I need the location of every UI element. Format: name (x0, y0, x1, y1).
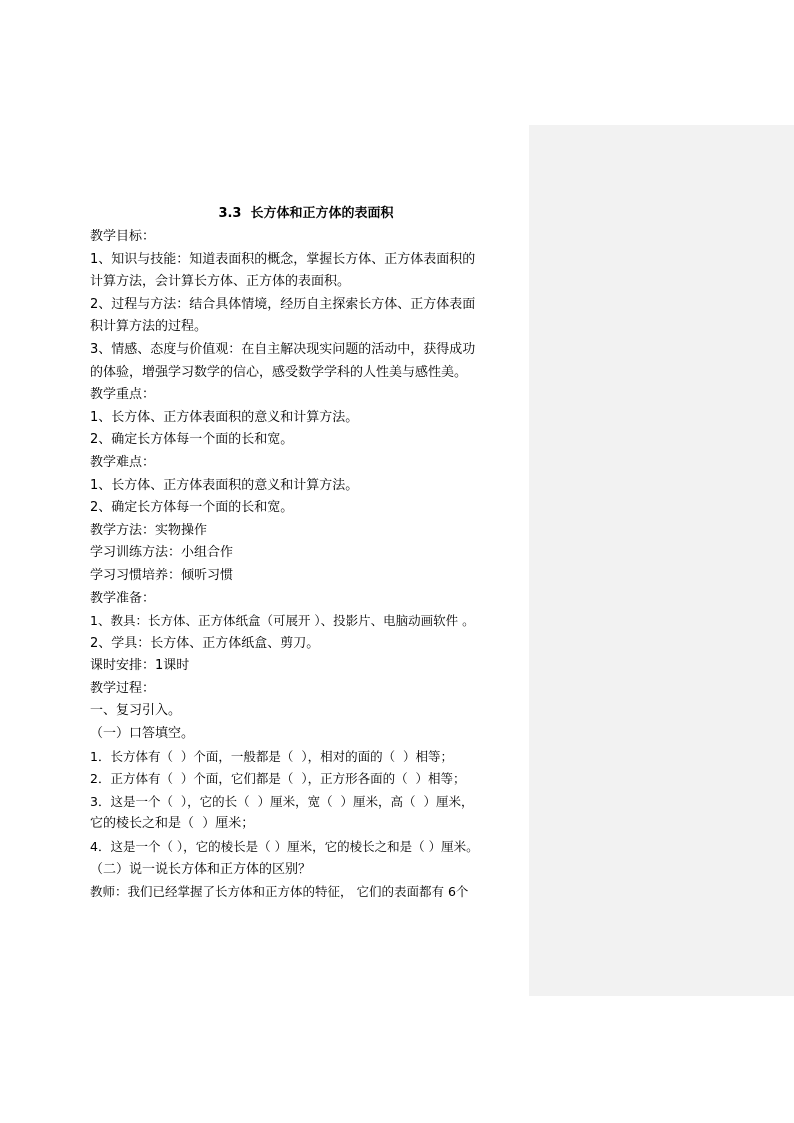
text-line: （一）口答填空。 (90, 726, 195, 742)
text-line: 教师：我们已经掌握了长方体和正方体的特征， 它们的表面都有 6个 (90, 884, 469, 900)
text-line: 4．这是一个（ ），它的棱长是（ ）厘米，它的棱长之和是（ ）厘米。 (90, 839, 479, 855)
text-line: 1、长方体、正方体表面积的意义和计算方法。 (90, 409, 359, 425)
text-line: 积计算方法的过程。 (90, 319, 208, 335)
text-line: 学习训练方法：小组合作 (90, 545, 234, 561)
text-line: 1、教具：长方体、正方体纸盒（可展开 ）、投影片、电脑动画软件 。 (90, 613, 475, 629)
text-line: 教学方法：实物操作 (90, 522, 208, 538)
text-line: 教学过程： (90, 680, 156, 696)
text-line: 课时安排：1课时 (90, 658, 190, 674)
text-line: 2、过程与方法：结合具体情境，经历自主探索长方体、正方体表面 (90, 296, 476, 312)
text-line: 3．这是一个（ ），它的长（ ）厘米，宽（ ）厘米，高（ ）厘米， (90, 793, 474, 809)
text-line: 2、确定长方体每一个面的长和宽。 (90, 432, 294, 448)
text-line: 教学准备： (90, 590, 156, 606)
text-line: 它的棱长之和是（ ）厘米； (90, 816, 255, 832)
text-line: 1、知识与技能：知道表面积的概念，掌握长方体、正方体表面积的 (90, 251, 476, 267)
text-line: 2、确定长方体每一个面的长和宽。 (90, 500, 294, 516)
text-line: 教学难点： (90, 454, 156, 470)
text-line: 一、复习引入。 (90, 703, 182, 719)
text-line: 3、情感、态度与价值观：在自主解决现实问题的活动中，获得成功 (90, 341, 476, 357)
text-line: 计算方法，会计算长方体、正方体的表面积。 (90, 274, 351, 290)
text-line: 学习习惯培养：倾听习惯 (90, 567, 234, 583)
document-body (90, 226, 530, 904)
text-line: 教学重点： (90, 387, 156, 403)
text-line: 2、学具：长方体、正方体纸盒、剪刀。 (90, 635, 320, 651)
text-line: （二）说一说长方体和正方体的区别？ (90, 861, 312, 877)
text-line: 1．长方体有（ ）个面，一般都是（ ），相对的面的（ ）相等； (90, 748, 454, 764)
text-line: 2．正方体有（ ）个面，它们都是（ ），正方形各面的（ ）相等； (90, 771, 466, 787)
text-line: 教学目标： (90, 229, 156, 244)
comment-pane (529, 125, 794, 996)
text-line: 的体验，增强学习数学的信心，感受数学学科的人性美与感性美。 (90, 364, 468, 380)
page-title: 3.3 长方体和正方体的表面积 (218, 206, 394, 221)
text-line: 1、长方体、正方体表面积的意义和计算方法。 (90, 477, 359, 493)
